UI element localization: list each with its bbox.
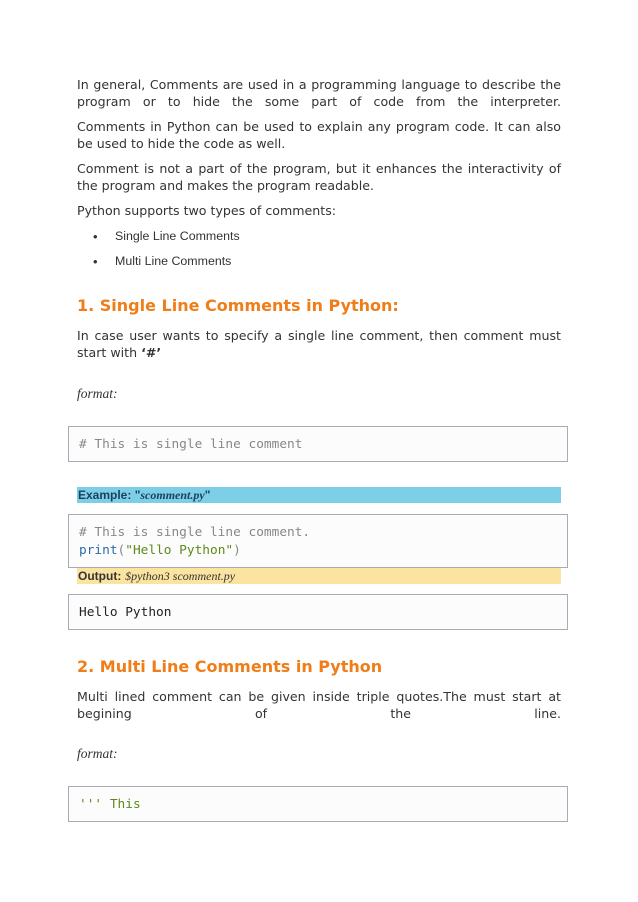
comment-types-list [77,229,561,279]
single-line-heading: 1. Single Line Comments in Python: [77,296,399,315]
example-code-print-line: print("Hello Python") [79,543,241,558]
intro-paragraph-3: Comment is not a part of the program, but it enhances the interactivity of the program and makes the program readable. [77,161,561,193]
list-item: • Multi Line Comments [93,254,232,269]
bullet-icon: • [93,229,98,244]
document-body [77,76,561,279]
output-code-block: Hello Python [68,594,568,630]
multi-format-code-block: ''' This [68,786,568,822]
example-banner: Example: "scomment.py" [77,487,561,503]
bullet-icon: • [93,254,98,269]
list-item: • Single Line Comments [93,229,240,244]
single-line-description: In case user wants to specify a single line comment, then comment must start with ‘#’ [77,328,561,360]
example-code-block: # This is single line comment. print("Hello Python") [68,514,568,568]
multi-format-label: format: [77,746,118,761]
single-format-label: format: [77,386,118,401]
intro-paragraph-2: Comments in Python can be used to explain any program code. It can also be used to hide the code as well. [77,119,561,151]
multi-line-heading: 2. Multi Line Comments in Python [77,657,383,676]
multi-line-description: Multi lined comment can be given inside triple quotes.The must start at begining of the line. [77,689,561,721]
intro-paragraph-1: In general, Comments are used in a programming language to describe the program or to hide the some part of code from the interpreter. [77,77,561,109]
single-format-code-block: # This is single line comment [68,426,568,462]
intro-paragraph-4: Python supports two types of comments: [77,203,336,218]
output-banner: Output: $python3 scomment.py [77,568,561,584]
